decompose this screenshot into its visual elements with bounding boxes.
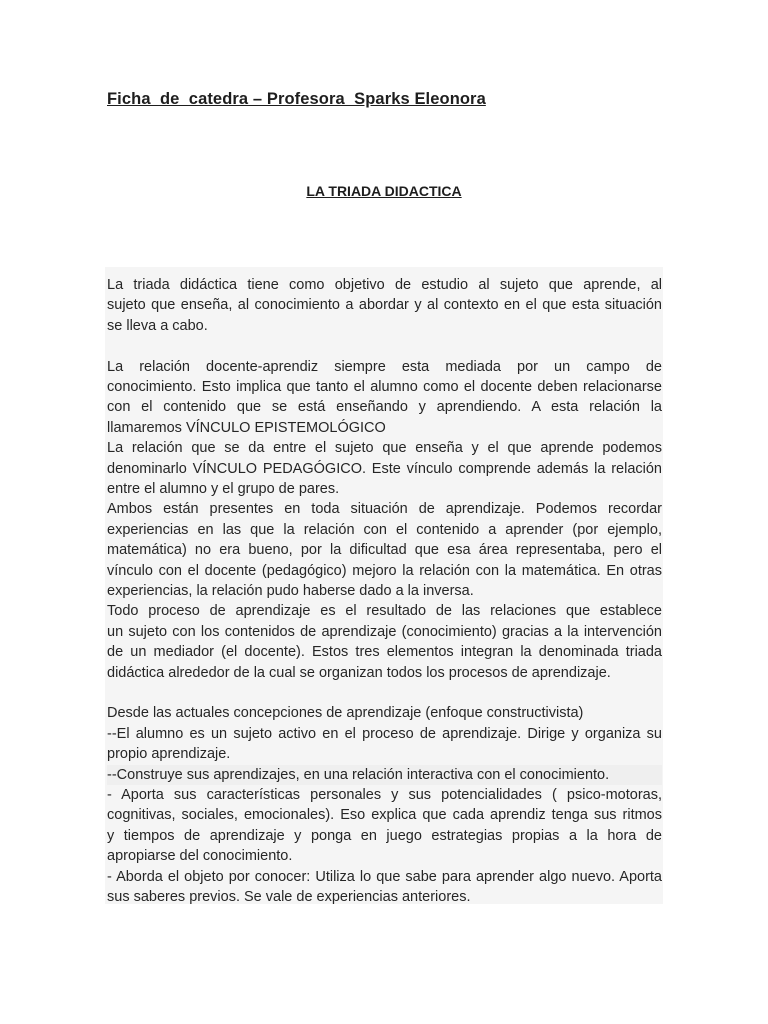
text-line: - Aporta sus características personales y sus potencialidades ( psico-motoras, [107, 787, 662, 803]
text-line: conocimiento. Esto implica que tanto el alumno como el docente deben relacionarse [107, 379, 662, 395]
blank-line [107, 683, 662, 703]
text-line: sujeto que enseña, al conocimiento a abordar y al contexto en el que esta situación [107, 297, 662, 314]
text-line: Ambos están presentes en toda situación de aprendizaje. Podemos recordar [107, 501, 662, 518]
blank-line [107, 336, 662, 356]
text-line: entre el alumno y el grupo de pares. [107, 481, 340, 497]
text-line: La triada didáctica tiene como objetivo de estudio al sujeto que aprende, al [107, 277, 662, 293]
text-line: --El alumno es un sujeto activo en el proceso de aprendizaje. Dirige y organiza su [107, 725, 662, 742]
text-line: se lleva a cabo. [107, 317, 208, 334]
text-line: --Construye sus aprendizajes, en una relación interactiva con el conocimiento. [107, 765, 662, 785]
text-line: apropiarse del conocimiento. [107, 848, 293, 865]
text-line: experiencias, la relación pudo haberse dado a la inversa. [107, 583, 474, 599]
text-line: - Aborda el objeto por conocer: Utiliza lo que sabe para aprender algo nuevo. Aporta [107, 868, 662, 885]
text-line: llamaremos VÍNCULO EPISTEMOLÓGICO [107, 419, 386, 436]
text-line: didáctica alrededor de la cual se organizan todos los procesos de aprendizaje. [107, 664, 611, 681]
text-line: Desde las actuales concepciones de aprendizaje (enfoque constructivista) [107, 705, 584, 722]
text-line: denominarlo VÍNCULO PEDAGÓGICO. Este vínculo comprende además la relación [107, 460, 662, 477]
document-header: Ficha de catedra – Profesora Sparks Eleonora [107, 90, 486, 108]
text-line: un sujeto con los contenidos de aprendizaje (conocimiento) gracias a la intervención [107, 623, 662, 640]
text-line: de un mediador (el docente). Estos tres elementos integran la denominada triada [107, 644, 662, 661]
text-line: Todo proceso de aprendizaje es el resultado de las relaciones que establece [107, 603, 662, 620]
text-line: La relación docente-aprendiz siempre esta mediada por un campo de [107, 358, 662, 375]
text-line: y tiempos de aprendizaje y ponga en juego estrategias propias a la hora de [107, 827, 662, 844]
text-line: sus saberes previos. Se vale de experiencias anteriores. [107, 889, 471, 905]
text-line: propio aprendizaje. [107, 746, 231, 763]
text-line: con el contenido que se está enseñando y aprendiendo. A esta relación la [107, 399, 662, 416]
text-line: vínculo con el docente (pedagógico) mejoro la relación con la matemática. En otras [107, 562, 662, 579]
document-title: LA TRIADA DIDACTICA [306, 183, 462, 199]
text-line: matemática) no era bueno, por la dificultad que esa área representaba, pero el [107, 542, 662, 559]
text-line: cognitivas, sociales, emocionales). Eso explica que cada aprendiz tenga sus ritmos [107, 807, 662, 824]
text-line: experiencias en las que la relación con el contenido a aprender (por ejemplo, [107, 521, 662, 538]
text-line: La relación que se da entre el sujeto que enseña y el que aprende podemos [107, 440, 662, 457]
